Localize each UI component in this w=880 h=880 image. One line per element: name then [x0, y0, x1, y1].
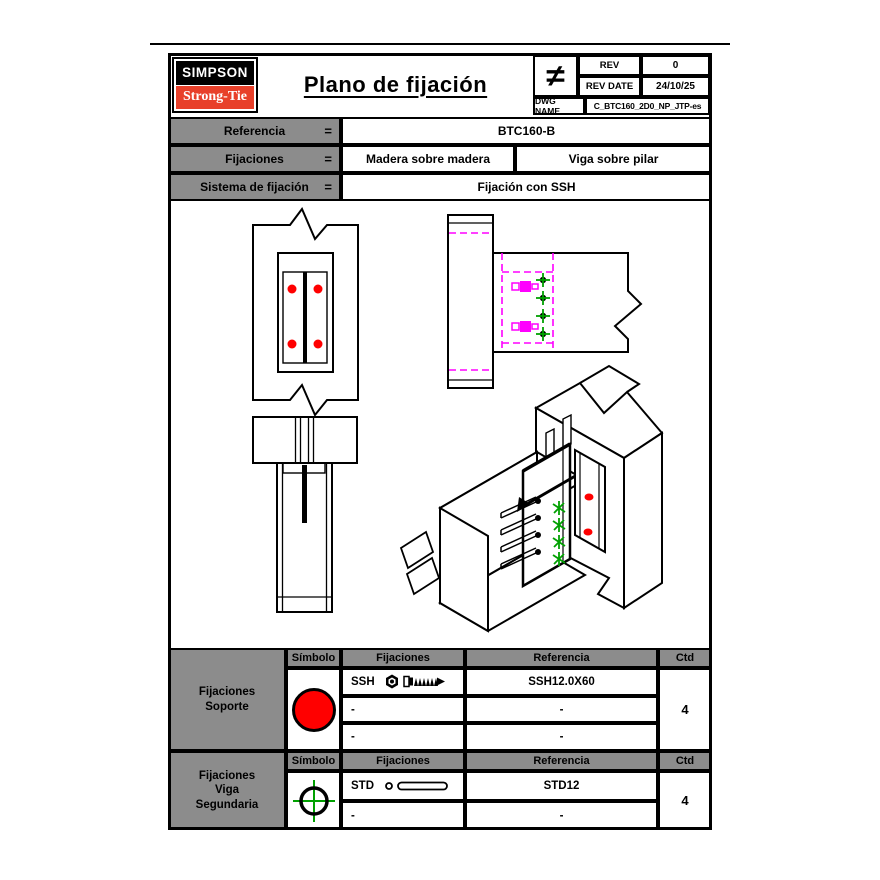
sistema-label: Sistema de fijación: [200, 180, 309, 194]
header-referencia: Referencia: [533, 652, 590, 664]
qty-value: 4: [681, 702, 689, 717]
fijaciones-label: Fijaciones: [225, 152, 284, 166]
equals-sign: =: [324, 123, 332, 139]
header-simbolo: Símbolo: [291, 652, 336, 664]
header-ctd: Ctd: [675, 755, 695, 767]
isometric-view-drawing: [401, 366, 662, 631]
crosshair-symbol: [291, 778, 337, 824]
plan-view-drawing: [253, 209, 358, 415]
sheet-top-edge: [150, 43, 730, 45]
simpson-strongtie-logo: [172, 57, 258, 113]
technical-drawing: [168, 201, 712, 648]
header-fijaciones: Fijaciones: [376, 652, 430, 664]
dwg-name-value: C_BTC160_2D0_NP_JTP-es: [593, 101, 702, 111]
ssh-screw-marker: [314, 340, 323, 349]
red-circle-symbol: [292, 688, 336, 732]
fixing-reference: -: [559, 731, 564, 743]
fijaciones-value-1: Madera sobre madera: [365, 152, 491, 166]
page-title: Plano de fijación: [303, 72, 488, 97]
header-ctd: Ctd: [675, 652, 695, 664]
ssh-screw-marker: [585, 494, 594, 501]
group-label-fijaciones-soporte: Fijaciones Soporte: [198, 686, 256, 713]
referencia-label: Referencia: [223, 124, 286, 138]
qty-value: 4: [681, 793, 689, 808]
ssh-screw-marker: [584, 529, 593, 536]
logo-simpson: SIMPSON: [176, 61, 254, 85]
rev-date-value: 24/10/25: [656, 81, 695, 92]
ssh-screw-marker: [288, 285, 297, 294]
ssh-screw-marker: [314, 285, 323, 294]
drawing-area: [168, 201, 712, 648]
side-view-drawing: [448, 215, 641, 388]
hex-washer-screw-icon: [384, 673, 446, 691]
equals-sign: =: [324, 179, 332, 195]
header-simbolo: Símbolo: [291, 755, 336, 767]
fixing-reference: -: [559, 703, 564, 716]
front-view-drawing: [253, 417, 357, 612]
group-label-fijaciones-viga: Fijaciones Viga Segundaria: [195, 769, 259, 811]
fixing-reference: -: [559, 809, 564, 822]
rev-label: REV: [599, 60, 620, 71]
header-fijaciones: Fijaciones: [376, 755, 430, 767]
dowel-icon: [383, 779, 449, 793]
dwg-name-label: DWG NAME: [535, 96, 561, 116]
fixing-reference: SSH12.0X60: [528, 676, 595, 688]
fixing-code: -: [351, 703, 355, 716]
fixing-code: STD: [351, 780, 374, 792]
fijaciones-value-2: Viga sobre pilar: [568, 152, 659, 166]
sistema-value: Fijación con SSH: [477, 180, 576, 194]
title-block-frame: [168, 53, 712, 830]
referencia-value: BTC160-B: [497, 124, 556, 138]
header-referencia: Referencia: [533, 755, 590, 767]
fixing-code: SSH: [351, 676, 375, 688]
equals-sign: =: [324, 151, 332, 167]
projection-symbol-icon: ≠: [546, 58, 565, 94]
fixing-code: -: [351, 809, 355, 822]
rev-value: 0: [672, 60, 679, 71]
fixing-reference: STD12: [543, 780, 580, 792]
ssh-screw-marker: [288, 340, 297, 349]
fixing-code: -: [351, 731, 355, 743]
logo-strongtie: Strong-Tie: [176, 86, 254, 110]
rev-date-label: REV DATE: [585, 81, 634, 92]
